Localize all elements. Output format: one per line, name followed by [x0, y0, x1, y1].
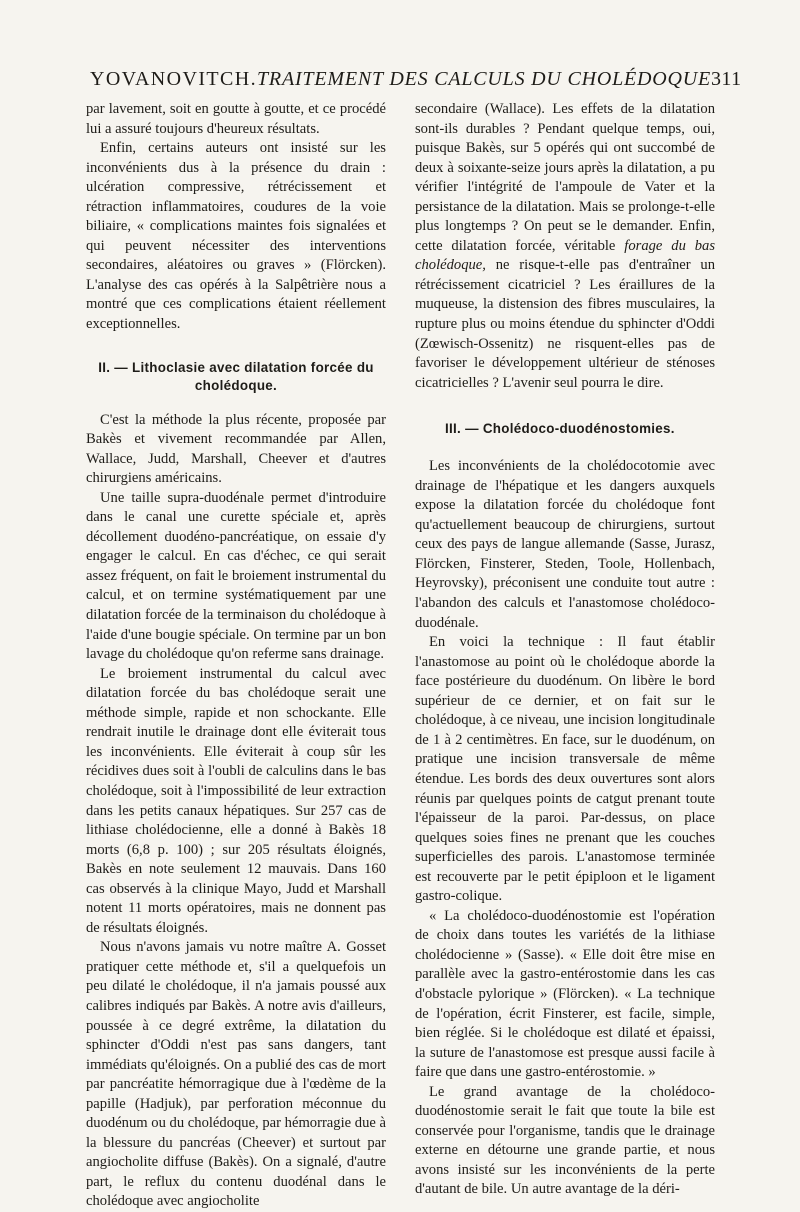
paragraph: par lavement, soit en goutte à goutte, et ce procédé lui a assuré toujours d'heureux résultats.	[86, 101, 386, 137]
paragraph: Une taille supra-duodénale permet d'introduire dans le canal une curette spéciale et, après décollement duodéno-pancréatique, on essaie d'y engager le calcul. En cas d'échec, ce qui serait assez fréquent, on fait le broiement instrumental du calcul, et on termine systématiquement par une dilatation forcée de la terminaison du cholédoque à l'aide d'une bougie spéciale. On termine par un bon lavage du cholédoque qu'on referme sans drainage.	[86, 489, 386, 663]
left-column	[86, 100, 386, 1212]
paragraph-text: ne risque-t-elle pas d'entraîner un rétrécissement cicatriciel ? Les éraillures de la muqueuse, la distension des fibres musculaires, la rupture plus ou moins étendue du sphincter d'Oddi (Zœwisch-Ossenitz) ne risquent-elles pas de favoriser le développement ultérieur de sténoses cicatricielles ? L'avenir seul pourra le dire.	[415, 257, 715, 391]
paragraph: Nous n'avons jamais vu notre maître A. Gosset pratiquer cette méthode et, s'il a quelquefois un peu dilaté le cholédoque, il n'a jamais poussé aux calibres indiqués par Bakès. A notre avis d'ailleurs, poussée à ce degré extrême, la dilatation du sphincter d'Oddi n'est pas sans dangers, tant immédiats qu'éloignés. On a publié des cas de mort par pancréatite hémorragique due à l'œdème de la papille (Hadjuk), par perforation méconnue du duodénum ou du cholédoque, par hémorragie due à la blessure du pancréas (Cheever) et surtout par angiocholite diffuse (Bakès). On a signalé, d'autre part, le reflux du contenu duodénal dans le cholédoque avec angiocholite	[86, 939, 386, 1210]
section-heading-ii: II. — Lithoclasie avec dilatation forcée du cholédoque.	[98, 359, 374, 393]
paragraph-text: secondaire (Wallace). Les effets de la dilatation sont-ils durables ? Pendant quelque temps, oui, puisque Bakès, sur 5 opérés qui ont succombé de deux à soixante-seize jours après la dilatation, a pu vérifier l'intégrité de l'ampoule de Vater et la persistance de la dilatation. Mais se prolonge-t-elle plus longtemps ? On peut se le demander. Enfin, cette dilatation forcée, véritable	[415, 101, 715, 254]
section-heading-iii: III. — Cholédoco-duodénostomies.	[445, 421, 675, 437]
right-column	[415, 100, 715, 1200]
paragraph: Les inconvénients de la cholédocotomie avec drainage de l'hépatique et les dangers auxquels expose la dilatation forcée du cholédoque font qu'actuellement beaucoup de chirurgiens, surtout ceux des pays de langue allemande (Sasse, Jurasz, Flörcken, Finsterer, Steden, Toole, Hollenbach, Heyrovsky), préconisent une conduite tout autre : l'abandon des calculs et l'anastomose cholédoco-duodénale.	[415, 458, 715, 631]
italic-phrase: forage du bas cholédoque,	[415, 237, 715, 274]
paragraph: Le broiement instrumental du calcul avec dilatation forcée du bas cholédoque serait une méthode simple, rapide et non schockante. Elle rendrait inutile le drainage dont elle éviterait tous les inconvénients. Elle éviterait à coup sûr les récidives dues soit à l'oubli de calculins dans le bas cholédoque, soit à l'impossibilité de leur extraction dans les petits canaux hépatiques. Sur 257 cas de lithiase cholédocienne, elle a donné à Bakès 18 morts (6,8 p. 100) ; sur 205 résultats éloignés, Bakès en note seulement 12 mauvais. Dans 160 cas observés à la clinique Mayo, Judd et Marshall notent 11 morts opératoires, mais ne donnent pas de résultats éloignés.	[86, 665, 386, 936]
paragraph: « La cholédoco-duodénostomie est l'opération de choix dans toutes les variétés de la lithiase cholédocienne » (Sasse). « Elle doit être mise en parallèle avec la gastro-entérostomie dans les cas d'obstacle pylorique » (Flörcken). « La technique de l'opération, écrit Finsterer, est facile, simple, bien réglée. Si le cholédoque est dilaté et épaissi, la suture de l'anastomose est presque aussi facile à faire que dans une gastro-entérostomie. »	[415, 907, 715, 1081]
running-head-author: YOVANOVITCH.	[90, 68, 257, 90]
paragraph: Le grand avantage de la cholédoco-duodénostomie serait le fait que toute la bile est conservée pour l'organisme, tandis que le drainage externe en détourne une grande partie, et nous avons insisté sur les inconvénients de la perte d'autant de bile. Un autre avantage de la déri-	[415, 1083, 715, 1198]
running-head	[90, 68, 742, 94]
running-head-title: TRAITEMENT DES CALCULS DU CHOLÉDOQUE	[257, 68, 712, 90]
paragraph: En voici la technique : Il faut établir l'anastomose au point où le cholédoque aborde la face postérieure du duodénum. On libère le bord supérieur de ce dernier, et on fait sur le cholédoque, à ce niveau, une incision longitudinale de 1 à 2 centimètres. En face, sur le duodénum, on pratique une incision transversale de même étendue. Les bords des deux ouvertures sont alors réunis par quelques points de catgut prenant toute l'épaisseur de la paroi. Par-dessus, on place quelques soies fines ne prenant que les couches superficielles des parois. L'anastomose terminée est recouverte par le petit épiploon et le ligament gastro-colique.	[415, 634, 715, 905]
paragraph	[415, 100, 715, 393]
paragraph: Enfin, certains auteurs ont insisté sur les inconvénients dus à la présence du drain : ulcération compressive, rétrécissement et rétraction inflammatoires, coudures de la voie biliaire, « complications maintes fois signalées et qui peuvent nécessiter des interventions secondaires, aléatoires ou graves » (Flörcken). L'analyse des cas opérés à la Salpêtrière nous a montré que ces complications étaient réellement exceptionnelles.	[86, 140, 386, 333]
paragraph: C'est la méthode la plus récente, proposée par Bakès et vivement recommandée par Allen, Wallace, Judd, Marshall, Cheever et d'autres chirurgiens américains.	[86, 411, 386, 487]
page-number: 311	[711, 68, 742, 90]
